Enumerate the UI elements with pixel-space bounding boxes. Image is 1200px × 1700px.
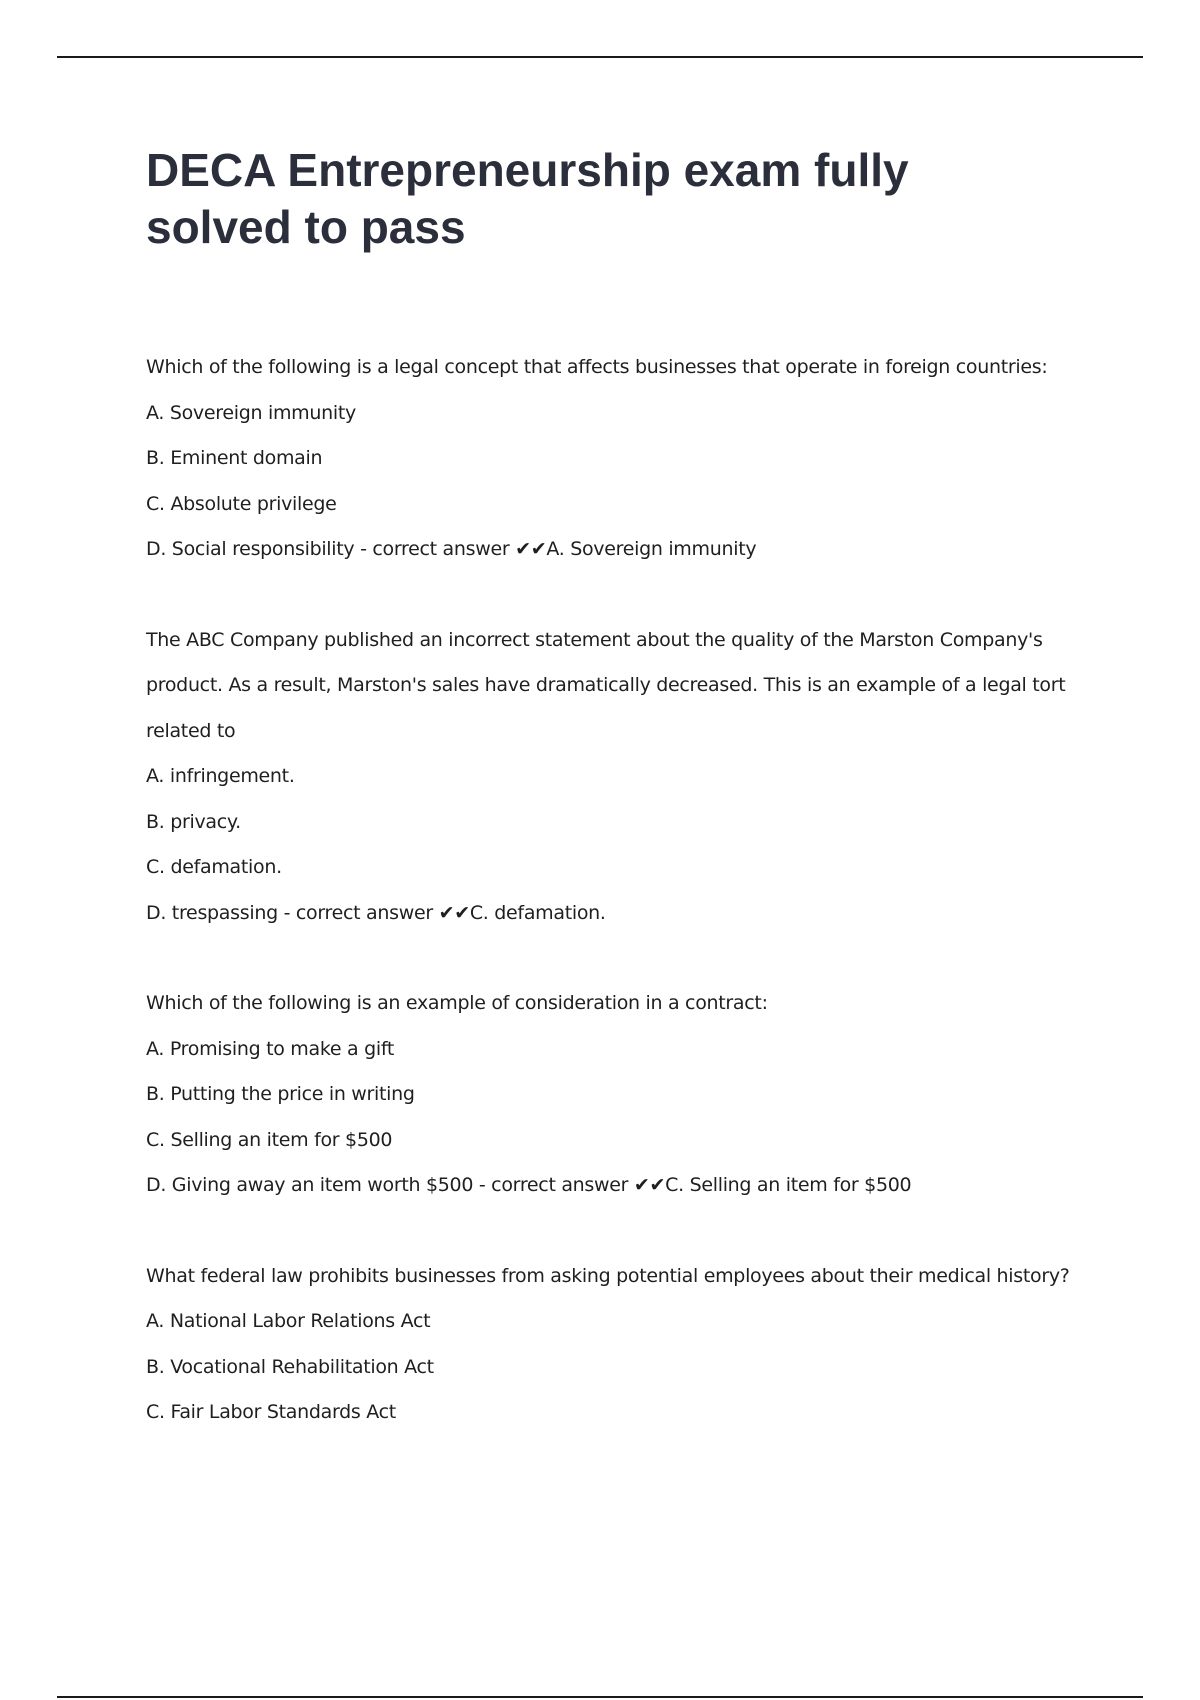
question-2-option-b: B. privacy. bbox=[146, 810, 241, 833]
question-2 bbox=[146, 618, 1076, 937]
document-title: DECA Entrepreneurship exam fully solved to pass bbox=[146, 144, 909, 253]
question-3-option-b: B. Putting the price in writing bbox=[146, 1083, 415, 1105]
question-1-option-a: A. Sovereign immunity bbox=[146, 401, 356, 424]
question-2-text-line-1: The ABC Company published an incorrect statement about the quality of the Marston Company's bbox=[146, 628, 1043, 651]
question-list bbox=[146, 345, 1076, 1481]
question-4 bbox=[146, 1254, 1076, 1436]
question-1 bbox=[146, 345, 1076, 573]
question-1-option-b: B. Eminent domain bbox=[146, 447, 323, 469]
footer-rule bbox=[57, 1696, 1143, 1698]
question-2-option-d-answer: D. trespassing - correct answer ✔✔C. defamation. bbox=[146, 901, 606, 924]
question-3-option-a: A. Promising to make a gift bbox=[146, 1037, 395, 1060]
question-4-option-a: A. National Labor Relations Act bbox=[146, 1310, 431, 1332]
question-1-text: Which of the following is a legal concept that affects businesses that operate in foreign countries: bbox=[146, 356, 1048, 378]
question-4-option-c: C. Fair Labor Standards Act bbox=[146, 1401, 396, 1423]
question-4-option-b: B. Vocational Rehabilitation Act bbox=[146, 1355, 434, 1378]
question-3-text: Which of the following is an example of consideration in a contract: bbox=[146, 992, 768, 1014]
question-3-option-c: C. Selling an item for $500 bbox=[146, 1128, 393, 1151]
question-3-option-d-answer: D. Giving away an item worth $500 - correct answer ✔✔C. Selling an item for $500 bbox=[146, 1174, 912, 1196]
question-4-text: What federal law prohibits businesses from asking potential employees about their medical history? bbox=[146, 1264, 1070, 1287]
question-1-option-d-answer: D. Social responsibility - correct answer ✔✔A. Sovereign immunity bbox=[146, 538, 757, 560]
question-2-option-a: A. infringement. bbox=[146, 765, 295, 787]
question-1-option-c: C. Absolute privilege bbox=[146, 492, 337, 515]
question-2-text-line-3: related to bbox=[146, 719, 236, 742]
header-rule bbox=[57, 56, 1143, 58]
question-3 bbox=[146, 981, 1076, 1209]
question-2-option-c: C. defamation. bbox=[146, 856, 282, 878]
question-2-text-line-2: product. As a result, Marston's sales have dramatically decreased. This is an example of a legal tort bbox=[146, 674, 1066, 696]
